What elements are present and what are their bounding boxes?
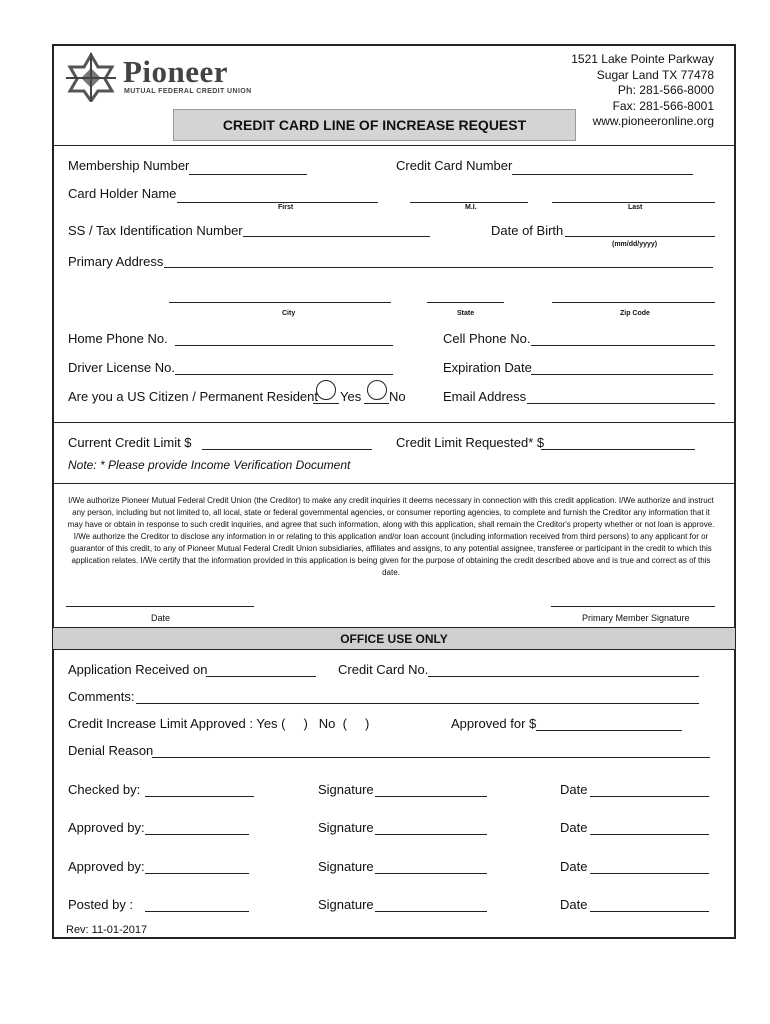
divider [52,145,736,146]
cell-phone-field[interactable] [531,345,715,346]
date-field[interactable] [590,873,709,874]
logo [62,52,120,107]
expiration-date-field[interactable] [531,374,713,375]
increase-approved-label: Credit Increase Limit Approved : Yes ( ) No ( ) [68,716,370,731]
signature-field[interactable] [375,911,487,912]
income-note: Note: * Please provide Income Verification Document [68,458,351,472]
current-limit-field[interactable] [202,449,372,450]
limit-requested-label: Credit Limit Requested* $ [396,435,545,450]
credit-card-number-label: Credit Card Number [396,158,513,173]
expiration-date-label: Expiration Date [443,360,532,375]
date-label: Date [560,859,588,874]
date-field[interactable] [590,834,709,835]
address-line: 1521 Lake Pointe Parkway [571,52,714,66]
ssn-field[interactable] [243,236,430,237]
membership-number-field[interactable] [189,174,307,175]
no-radio[interactable] [367,380,387,400]
first-caption: First [278,204,294,211]
citizen-question: Are you a US Citizen / Permanent Resident [68,389,319,404]
last-caption: Last [628,204,643,211]
dob-format: (mm/dd/yyyy) [612,241,658,248]
credit-card-no-field[interactable] [428,676,699,677]
first-name-field[interactable] [177,202,378,203]
email-field[interactable] [527,403,715,404]
phone-line: Ph: 281-566-8000 [617,83,714,97]
address-line: Sugar Land TX 77478 [596,67,714,82]
divider [52,422,736,423]
signature-field[interactable] [375,834,487,835]
application-received-field[interactable] [206,676,316,677]
credit-card-no-label: Credit Card No. [338,662,429,677]
posted-by-label: Posted by : [68,897,134,912]
zip-caption: Zip Code [620,310,650,317]
form-frame [52,44,736,939]
signature-label: Signature [318,820,374,835]
primary-address-field[interactable] [164,267,713,268]
approved-by-field[interactable] [145,873,249,874]
approved-by-label: Approved by: [68,820,145,835]
limit-requested-field[interactable] [541,449,695,450]
driver-license-label: Driver License No. [68,360,175,375]
mi-caption: M.I. [465,204,477,211]
email-label: Email Address [443,389,527,404]
date-field[interactable] [590,796,709,797]
signature-field[interactable] [375,873,487,874]
approved-for-label: Approved for $ [451,716,537,731]
yes-radio[interactable] [316,380,336,400]
signature-label: Signature [318,897,374,912]
logo-subtitle: MUTUAL FEDERAL CREDIT UNION [124,88,252,95]
denial-reason-label: Denial Reason [68,743,154,758]
comments-label: Comments: [68,689,135,704]
dob-field[interactable] [565,236,715,237]
authorization-text: I/We authorize Pioneer Mutual Federal Credit Union (the Creditor) to make any credit inquiries it deems necessary in connection with this credit application. I/We authorize and instruct any person, including but not limited to, all local, state or federal governmental agencies, or consumer reporting agencies, to complete and furnish the Creditor any information that it may have or obtain in response to such credit inquiries, and agree that such information, along with this application, shall remain the Creditor's property whether or not loan is approve. I/We authorize the Creditor to disclose any information in or relating to this application and/or loan account (including information received from third persons) to any applicant for or guarantor of this credit, to any of Pioneer Mutual Federal Credit Union subsidiaries, affiliates and assigns, to any potential assignee, transferee or participant in the credit to which this application relates. I/We certify that the information provided in this application is being given for the purpose of obtaining the credit described above and is true and correct as of this date. [67,496,715,577]
dob-label: Date of Birth [491,223,564,238]
current-limit-label: Current Credit Limit $ [68,435,192,450]
state-field[interactable] [427,302,504,303]
member-signature-field[interactable] [551,606,715,607]
middle-initial-field[interactable] [410,202,528,203]
ssn-label: SS / Tax Identification Number [68,223,243,238]
signature-label: Signature [318,782,374,797]
divider [52,483,736,484]
date-field[interactable] [590,911,709,912]
credit-card-number-field[interactable] [512,174,693,175]
posted-by-field[interactable] [145,911,249,912]
checked-by-field[interactable] [145,796,254,797]
no-label: No [389,389,406,404]
home-phone-label: Home Phone No. [68,331,168,346]
driver-license-field[interactable] [175,374,393,375]
checked-by-label: Checked by: [68,782,141,797]
yes-line [313,403,339,404]
office-use-header: OFFICE USE ONLY [53,627,735,650]
last-name-field[interactable] [552,202,715,203]
fax-line: Fax: 281-566-8001 [612,98,714,113]
approved-by-label: Approved by: [68,859,145,874]
card-holder-name-label: Card Holder Name [68,186,177,201]
pioneer-logo-icon [62,52,120,102]
zip-field[interactable] [552,302,715,303]
logo-name: Pioneer [123,54,229,89]
approved-for-field[interactable] [536,730,682,731]
date-label: Date [560,820,588,835]
city-field[interactable] [169,302,391,303]
city-caption: City [282,310,296,317]
signature-field[interactable] [375,796,487,797]
denial-reason-field[interactable] [152,757,710,758]
application-received-label: Application Received on [68,662,208,677]
approved-by-field[interactable] [145,834,249,835]
cell-phone-label: Cell Phone No. [443,331,531,346]
no-line [364,403,389,404]
home-phone-field[interactable] [175,345,393,346]
signature-caption: Primary Member Signature [582,613,690,623]
date-label: Date [560,782,588,797]
website-link[interactable]: www.pioneeronline.org [592,114,714,128]
membership-number-label: Membership Number [68,158,190,173]
form-title: CREDIT CARD LINE OF INCREASE REQUEST [173,109,576,141]
date-signature-field[interactable] [66,606,254,607]
primary-address-label: Primary Address [68,254,164,269]
date-caption: Date [151,613,171,623]
address-block [571,52,714,130]
state-caption: State [457,310,475,317]
signature-label: Signature [318,859,374,874]
comments-field[interactable] [136,703,699,704]
revision-label: Rev: 11-01-2017 [66,924,148,936]
date-label: Date [560,897,588,912]
yes-label: Yes [340,389,362,404]
